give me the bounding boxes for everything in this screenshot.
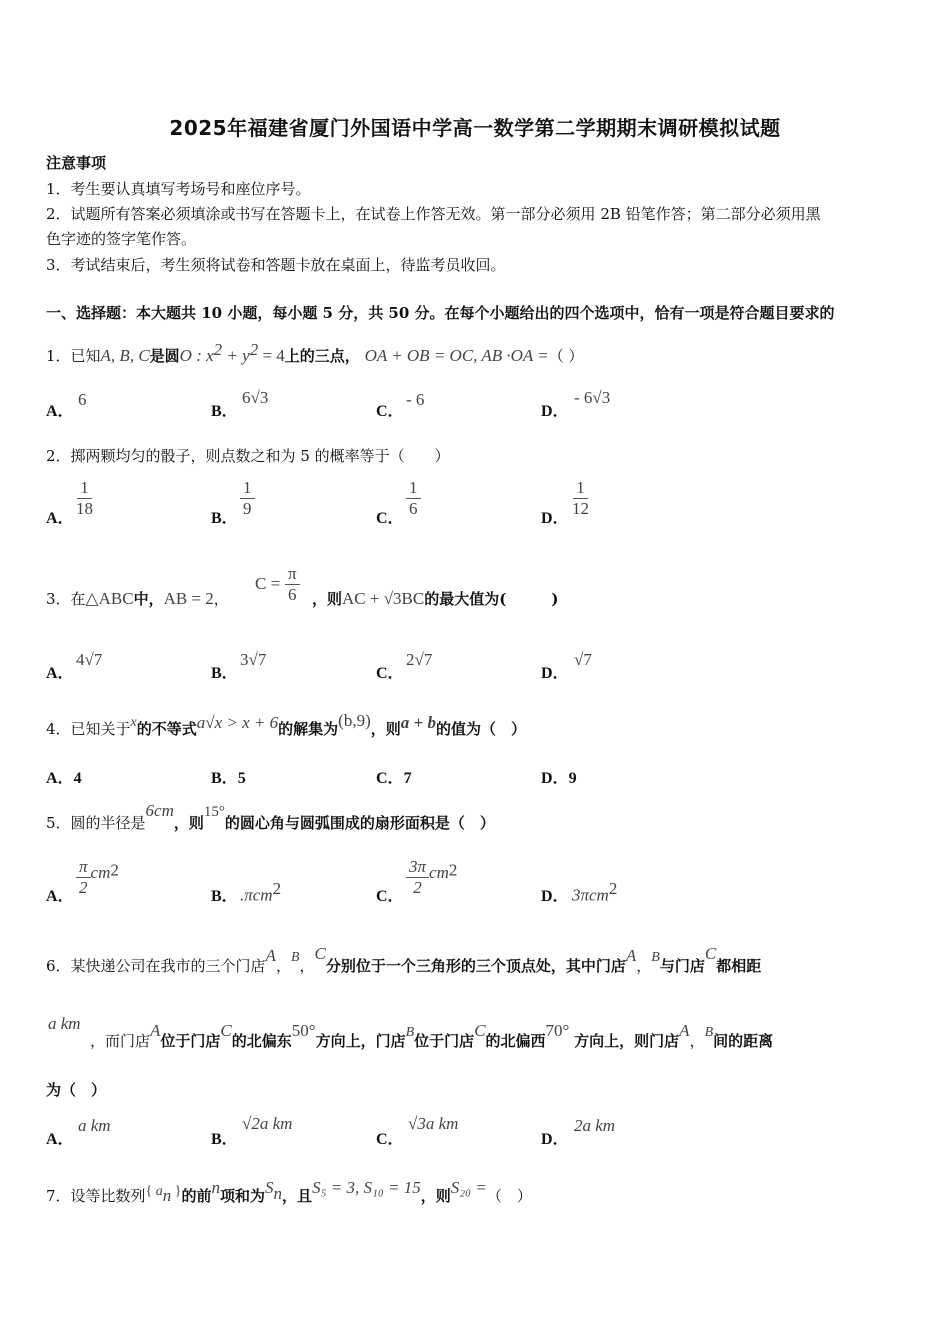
notice-item: 2．试题所有答案必须填涂或书写在答题卡上，在试卷上作答无效。第一部分必须用 2B 铅笔作答；第二部分必须用黑 bbox=[46, 205, 821, 223]
option-label: C． bbox=[376, 510, 404, 527]
option-label: B． bbox=[211, 888, 238, 905]
option-value: 6 bbox=[78, 390, 87, 409]
angle-c: C = bbox=[255, 574, 281, 593]
option-value: 3πcm$^2$ bbox=[572, 879, 618, 905]
option-value: - 6√3 bbox=[574, 388, 611, 407]
option-value: - 6 bbox=[406, 390, 425, 409]
option-label: B． bbox=[211, 403, 238, 420]
option-label: C． bbox=[376, 403, 404, 420]
option-value: $\frac{\pi}{2}$ $cm^2$ bbox=[76, 857, 119, 898]
option-label: A． bbox=[46, 888, 74, 905]
option-label: B． bbox=[211, 665, 238, 682]
option-label: A． bbox=[46, 510, 74, 527]
option-fraction: $\frac{1}{6}$ bbox=[406, 478, 421, 519]
option-value: 2a km bbox=[574, 1116, 616, 1135]
option-label: A．4 bbox=[46, 770, 82, 787]
section-heading: 一、选择题：本大题共 10 小题，每小题 5 分，共 50 分。在每个小题给出的四个选项中，恰有一项是符合题目要求的 bbox=[46, 304, 835, 322]
question-1: 1．已知A, B, C是圆O : $x^2 + y^2 = 4$上的三点， OA + OB = OC, AB ·OA =（ ） bbox=[46, 340, 584, 365]
option-label: D． bbox=[541, 1131, 569, 1148]
option-label: B． bbox=[211, 510, 238, 527]
option-label: A． bbox=[46, 665, 74, 682]
option-value: 6√3 bbox=[242, 388, 269, 407]
option-label: D． bbox=[541, 665, 569, 682]
option-fraction: $\frac{1}{9}$ bbox=[240, 478, 255, 519]
option-fraction: $\frac{1}{18}$ bbox=[76, 478, 93, 518]
option-value: 2√7 bbox=[406, 650, 433, 669]
notice-item: 1．考生要认真填写考场号和座位序号。 bbox=[46, 180, 311, 198]
notice-item: 色字迹的签字笔作答。 bbox=[46, 230, 197, 248]
option-fraction: $\frac{1}{12}$ bbox=[572, 478, 589, 518]
distance-a-km: a km bbox=[48, 1014, 81, 1033]
option-value: √7 bbox=[574, 650, 592, 669]
question-6-line-1: 6．某快递公司在我市的三个门店A，B，C分别位于一个三角形的三个顶点处，其中门店A，B与门店C都相距 bbox=[46, 944, 762, 975]
option-label: C． bbox=[376, 665, 404, 682]
angle-fraction: $\frac{\pi}{6}$ bbox=[285, 564, 300, 605]
option-label: D．9 bbox=[541, 770, 577, 787]
option-value: √2a km bbox=[242, 1114, 293, 1133]
option-value: 4√7 bbox=[76, 650, 103, 669]
option-label: D． bbox=[541, 403, 569, 420]
page-title: 2025年福建省厦门外国语中学高一数学第二学期期末调研模拟试题 bbox=[169, 116, 781, 140]
option-value: 3√7 bbox=[240, 650, 267, 669]
notice-item: 3．考试结束后，考生须将试卷和答题卡放在桌面上，待监考员收回。 bbox=[46, 256, 506, 274]
option-label: A． bbox=[46, 1131, 74, 1148]
question-5: 5．圆的半径是6cm，则15°的圆心角与圆弧围成的扇形面积是（ ） bbox=[46, 801, 495, 832]
option-label: D． bbox=[541, 888, 569, 905]
option-value: √3a km bbox=[408, 1114, 459, 1133]
option-value: a km bbox=[78, 1116, 111, 1135]
option-value: $\frac{3\pi}{2}$ $cm^2$ bbox=[406, 857, 457, 898]
question-3-start: 3．在△ABC中，AB = 2， bbox=[46, 589, 229, 608]
question-4: 4．已知关于x的不等式a√x > x + 6的解集为(b,9)，则a + b的值为（ ） bbox=[46, 711, 526, 738]
question-2: 2．掷两颗均匀的骰子，则点数之和为 5 的概率等于（ ） bbox=[46, 447, 450, 465]
option-label: A． bbox=[46, 403, 74, 420]
option-label: B． bbox=[211, 1131, 238, 1148]
option-label: C． bbox=[376, 888, 404, 905]
question-3-end: ，则AC + √3BC的最大值为( ) bbox=[312, 589, 559, 608]
option-label: B．5 bbox=[211, 770, 246, 787]
option-value: .πcm$^2$ bbox=[240, 879, 282, 905]
notice-heading: 注意事项 bbox=[46, 154, 107, 172]
question-6-line-2: ，而门店A位于门店C的北偏东50°方向上，门店B位于门店C的北偏西70° 方向上，则门店A，B间的距离 bbox=[90, 1021, 774, 1050]
question-6-line-3: 为（ ） bbox=[46, 1081, 107, 1099]
question-7: 7．设等比数列{ $a_n$ }的前n项和为$S_n$，且S₅ = 3, S₁₀ = 15，则S₂₀ =（ ） bbox=[46, 1178, 532, 1205]
option-label: C． bbox=[376, 1131, 404, 1148]
option-label: D． bbox=[541, 510, 569, 527]
option-label: C．7 bbox=[376, 770, 412, 787]
